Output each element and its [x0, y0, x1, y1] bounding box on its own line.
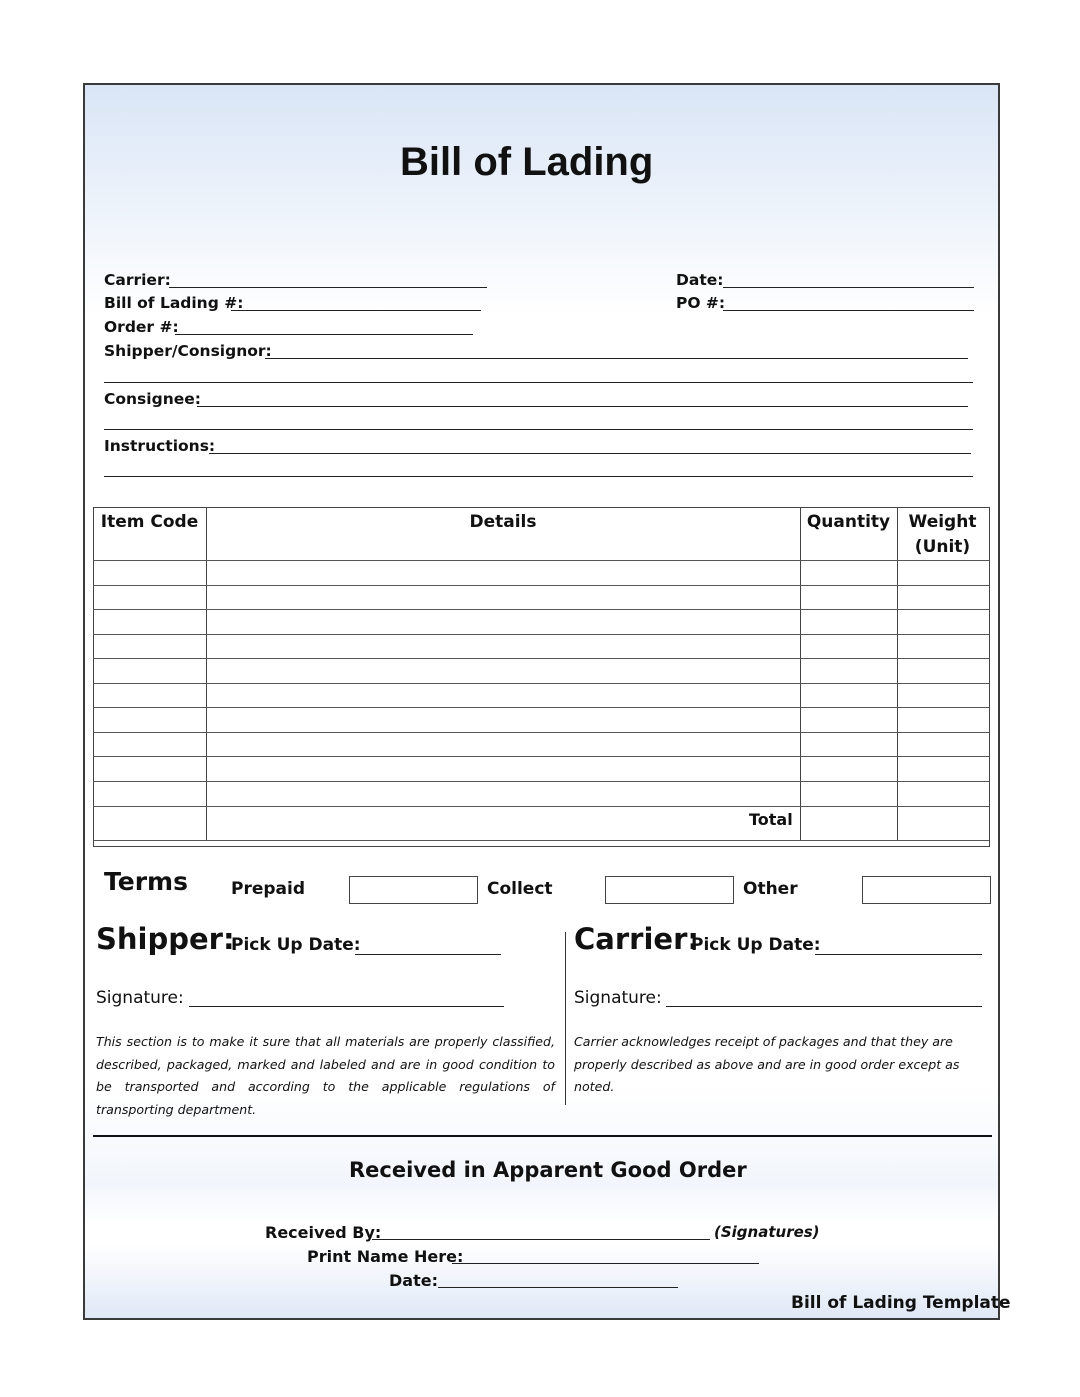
instructions-field-line2[interactable] — [104, 476, 973, 477]
consignee-label: Consignee: — [104, 390, 201, 408]
prepaid-label: Prepaid — [231, 879, 306, 899]
table-header-rule — [93, 560, 989, 561]
shipper-pickup-field[interactable] — [355, 954, 501, 955]
shipper-consignor-label: Shipper/Consignor: — [104, 342, 272, 360]
received-divider — [93, 1135, 992, 1137]
table-row-rule — [93, 707, 989, 708]
date-label: Date: — [676, 271, 724, 289]
shipper-signature-label: Signature: — [96, 988, 184, 1008]
shipper-note: This section is to make it sure that all materials are properly classified, described, packaged, marked and labeled and are in good condition to be transported and according to the applicable regulations of transporting department. — [96, 1034, 555, 1117]
carrier-signature-label: Signature: — [574, 988, 662, 1008]
print-name-label: Print Name Here: — [307, 1247, 464, 1266]
table-row-rule — [93, 683, 989, 684]
carrier-field[interactable] — [169, 287, 487, 288]
other-box[interactable] — [862, 876, 991, 904]
section-divider — [565, 932, 566, 1105]
column-header-details: Details — [469, 512, 537, 532]
shipper-consignor-field-line2[interactable] — [104, 382, 973, 383]
carrier-note: Carrier acknowledges receipt of packages and that they are properly described as above and are in good order except as noted. — [574, 1034, 960, 1094]
total-label: Total — [749, 810, 793, 829]
carrier-signature-field[interactable] — [666, 1006, 982, 1007]
table-row-rule — [93, 658, 989, 659]
table-col-divider — [206, 507, 207, 840]
table-row-rule — [93, 609, 989, 610]
footer-template-label: Bill of Lading Template — [791, 1293, 1011, 1313]
carrier-heading: Carrier: — [574, 922, 699, 956]
shipper-signature-field[interactable] — [189, 1006, 504, 1007]
table-col-divider — [800, 507, 801, 840]
items-table — [93, 507, 990, 847]
bill-of-lading-label: Bill of Lading #: — [104, 294, 244, 312]
prepaid-box[interactable] — [349, 876, 478, 904]
print-name-field[interactable] — [452, 1263, 759, 1264]
shipper-heading: Shipper: — [96, 922, 235, 956]
terms-heading: Terms — [104, 867, 188, 896]
order-label: Order #: — [104, 318, 179, 336]
bill-of-lading-field[interactable] — [231, 310, 481, 311]
consignee-field-line2[interactable] — [104, 429, 973, 430]
table-row-rule — [93, 732, 989, 733]
shipper-pickup-label: Pick Up Date: — [231, 935, 361, 955]
column-header-weight: Weight — [908, 512, 977, 532]
carrier-label: Carrier: — [104, 271, 171, 289]
document-title: Bill of Lading — [400, 140, 654, 184]
consignee-field[interactable] — [197, 406, 968, 407]
po-label: PO #: — [676, 294, 726, 312]
table-row-rule — [93, 756, 989, 757]
collect-label: Collect — [487, 879, 553, 899]
table-row-rule — [93, 634, 989, 635]
received-date-label: Date: — [389, 1271, 438, 1290]
table-row-rule — [93, 585, 989, 586]
table-row-rule — [93, 781, 989, 782]
table-row-rule — [93, 806, 989, 807]
instructions-field[interactable] — [209, 453, 971, 454]
collect-box[interactable] — [605, 876, 734, 904]
received-by-field[interactable] — [372, 1239, 710, 1240]
column-header-weight-unit: (Unit) — [914, 537, 971, 557]
carrier-pickup-label: Pick Up Date: — [691, 935, 821, 955]
other-label: Other — [743, 879, 798, 899]
column-header-quantity: Quantity — [806, 512, 891, 532]
table-bottom-rule — [93, 840, 989, 841]
received-heading: Received in Apparent Good Order — [349, 1158, 747, 1182]
received-by-label: Received By: — [265, 1223, 382, 1242]
instructions-label: Instructions: — [104, 437, 216, 455]
po-field[interactable] — [723, 310, 974, 311]
date-field[interactable] — [723, 287, 974, 288]
carrier-pickup-field[interactable] — [815, 954, 982, 955]
signatures-note: (Signatures) — [714, 1223, 820, 1241]
received-date-field[interactable] — [438, 1287, 678, 1288]
column-header-item-code: Item Code — [100, 512, 199, 532]
order-field[interactable] — [175, 334, 473, 335]
shipper-consignor-field[interactable] — [265, 358, 968, 359]
